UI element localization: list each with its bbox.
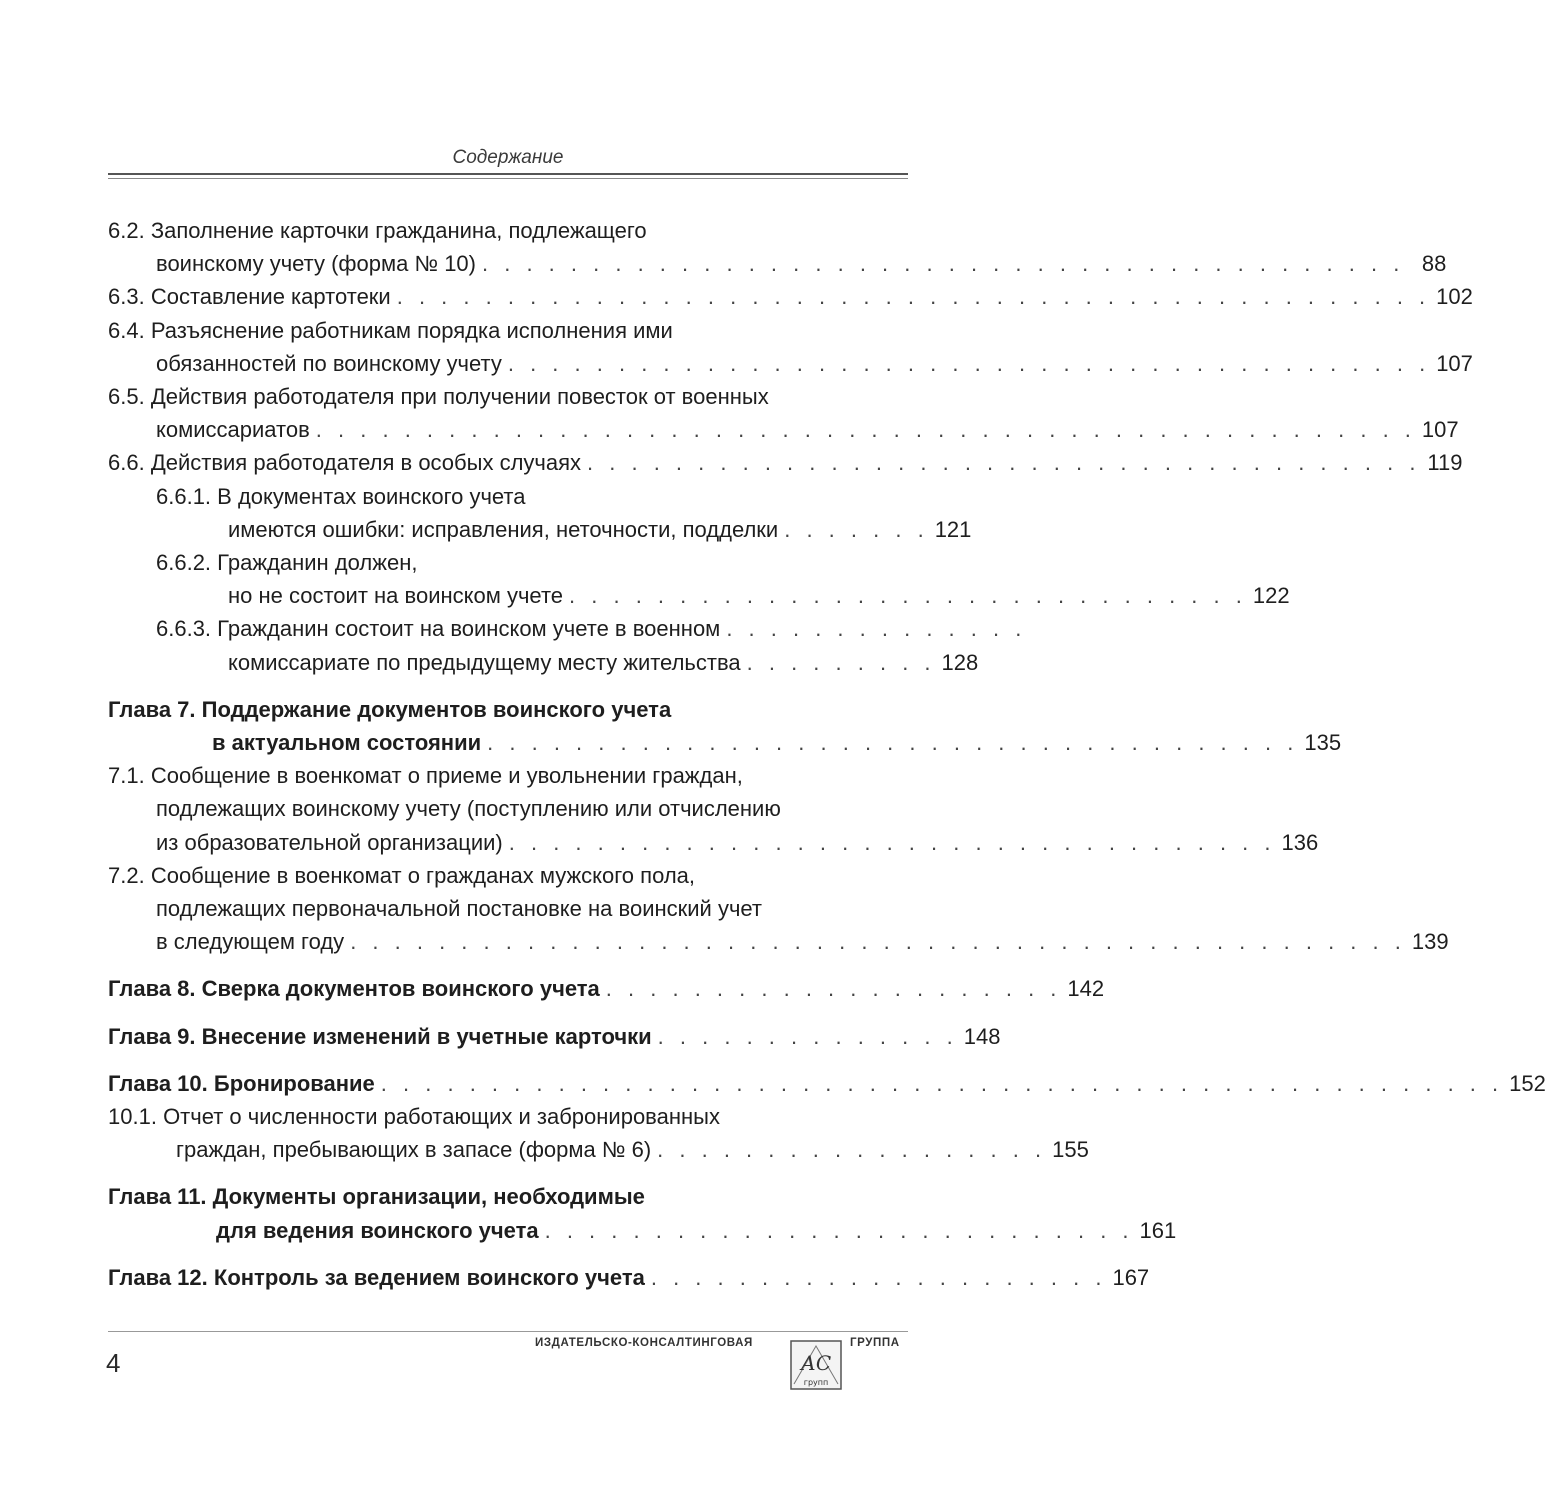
toc-entry-7-1-cont2[interactable]	[108, 826, 1319, 859]
toc-chapter-7-cont[interactable]	[108, 726, 1342, 759]
toc-page: 135	[1304, 730, 1342, 756]
toc-page: 122	[1252, 583, 1290, 609]
toc-title: имеются ошибки: исправления, неточности, подделки	[228, 516, 779, 542]
toc-entry-7-2-cont[interactable]	[108, 892, 908, 925]
toc-title: комиссариатов	[156, 417, 310, 443]
toc-title: в следующем году	[156, 929, 345, 955]
toc-title: Контроль за ведением воинского учета	[213, 1264, 645, 1290]
toc-title: Действия работодателя в особых случаях	[150, 450, 582, 476]
toc-title: Сообщение в военкомат о гражданах мужского пола,	[150, 862, 696, 888]
toc-entry-6-5[interactable]	[108, 380, 908, 413]
table-of-contents	[108, 214, 1546, 1294]
leader-dots: . . . . . . . . . . . . . . . . . . . . . . . . . . . . . . . . . . . . . . . . . .	[482, 251, 1405, 277]
toc-entry-6-6-1-cont[interactable]	[108, 513, 972, 546]
publisher-name-suffix: ГРУППА	[850, 1337, 900, 1349]
publisher-name: ИЗДАТЕЛЬСКО-КОНСАЛТИНГОВАЯ	[535, 1337, 753, 1349]
leader-dots: . . . . . . . . . . . . . . . . . . . . . . . . . . . . . . . . . . . . . . . . . . . . . . . .	[350, 929, 1406, 955]
toc-number: Глава 12.	[108, 1264, 208, 1290]
toc-entry-10-1[interactable]	[108, 1100, 908, 1133]
toc-number: 7.1.	[108, 763, 145, 789]
leader-dots: . . . . . . .	[784, 516, 929, 542]
toc-title: Документы организации, необходимые	[212, 1184, 645, 1210]
toc-title: Разъяснение работникам порядка исполнения ими	[150, 317, 673, 343]
toc-number: 7.2.	[108, 862, 145, 888]
toc-entry-6-4-cont[interactable]	[108, 347, 1473, 380]
toc-entry-7-1-cont[interactable]	[108, 792, 908, 825]
toc-title: из образовательной организации)	[156, 829, 503, 855]
toc-title: для ведения воинского учета	[216, 1217, 539, 1243]
footer-rule	[108, 1331, 908, 1332]
leader-dots: . . . . . . . . . . . . . . . . . .	[657, 1137, 1047, 1163]
toc-chapter-12[interactable]	[108, 1261, 1150, 1294]
toc-page: 139	[1411, 929, 1449, 955]
toc-title: Сверка документов воинского учета	[201, 976, 600, 1002]
leader-dots: . . . . . . . . . . . . . . . . . . . . . . . . . . . . . . . . . . . . . .	[587, 450, 1421, 476]
leader-dots: . . . . . . . . . . . . . . . . . . . . . . . . . . . . . . . . . . . . . . . . . . . . . . . . . .	[315, 417, 1416, 443]
toc-number: 6.6.2.	[156, 550, 212, 576]
toc-number: 6.6.3.	[156, 616, 212, 642]
toc-number: 6.6.1.	[156, 483, 212, 509]
toc-title: воинскому учету (форма № 10)	[156, 251, 476, 277]
toc-number: 6.2.	[108, 218, 145, 243]
toc-page: 88	[1421, 251, 1447, 277]
leader-dots: . . . . . . . . . . . . . .	[726, 616, 1027, 642]
toc-entry-6-6[interactable]	[108, 446, 1463, 479]
toc-page: 121	[934, 516, 972, 542]
toc-number: Глава 8.	[108, 976, 196, 1002]
toc-number: Глава 10.	[108, 1070, 208, 1096]
logo-subtext: групп	[803, 1378, 829, 1387]
toc-title: Составление картотеки	[150, 284, 391, 310]
toc-page: 155	[1052, 1137, 1089, 1163]
toc-page: 161	[1139, 1217, 1177, 1243]
toc-title: Внесение изменений в учетные карточки	[201, 1023, 652, 1049]
running-title: Содержание	[452, 147, 564, 168]
toc-number: 6.4.	[108, 317, 145, 343]
toc-number: Глава 9.	[108, 1023, 196, 1049]
toc-page: 107	[1421, 417, 1459, 443]
toc-page: 119	[1427, 450, 1463, 476]
toc-chapter-7[interactable]	[108, 693, 908, 726]
leader-dots: . . . . . . . . . . . . . . . . . . . . . . . . . . . . . . . . . . . . . . . . . .	[507, 350, 1431, 376]
toc-chapter-11[interactable]	[108, 1180, 908, 1213]
toc-entry-6-6-2-cont[interactable]	[108, 579, 1290, 612]
toc-number: Глава 11.	[108, 1184, 207, 1210]
toc-page: 128	[941, 649, 979, 675]
toc-page: 102	[1436, 284, 1473, 310]
leader-dots: . . . . . . . . .	[746, 649, 936, 675]
toc-entry-6-2[interactable]	[108, 214, 908, 247]
toc-title: Действия работодателя при получении повесток от военных	[150, 384, 769, 410]
toc-chapter-10[interactable]	[108, 1067, 1546, 1100]
toc-page: 142	[1067, 976, 1105, 1002]
toc-entry-7-2[interactable]	[108, 859, 908, 892]
toc-title: Бронирование	[213, 1070, 375, 1096]
leader-dots: . . . . . . . . . . . . . . . . . . . . . . . . . . .	[544, 1217, 1134, 1243]
toc-page: 152	[1509, 1070, 1546, 1096]
publisher-logo-icon	[790, 1340, 842, 1390]
leader-dots: . . . . . . . . . . . . . .	[657, 1023, 958, 1049]
toc-number: Глава 7.	[108, 696, 196, 722]
toc-entry-6-6-3-cont[interactable]	[108, 646, 979, 679]
toc-title: Гражданин состоит на воинском учете в военном	[217, 616, 721, 642]
toc-entry-6-3[interactable]	[108, 280, 1473, 313]
logo-letters: АС	[800, 1351, 832, 1375]
toc-chapter-9[interactable]	[108, 1020, 1001, 1053]
toc-entry-10-1-cont[interactable]	[108, 1133, 1089, 1166]
toc-chapter-11-cont[interactable]	[108, 1214, 1177, 1247]
toc-entry-6-4[interactable]	[108, 314, 908, 347]
page-number: 4	[106, 1348, 121, 1378]
toc-title: комиссариате по предыдущему месту жительства	[228, 649, 741, 675]
toc-chapter-8[interactable]	[108, 972, 1105, 1005]
toc-title: Гражданин должен,	[217, 550, 418, 576]
toc-title: граждан, пребывающих в запасе (форма № 6)	[176, 1137, 652, 1163]
toc-page: 107	[1436, 350, 1473, 376]
toc-number: 10.1.	[108, 1104, 157, 1130]
leader-dots: . . . . . . . . . . . . . . . . . . . . . . . . . . . . . . . . . . . . . . . . . . . . . . . . . . .	[380, 1070, 1504, 1096]
toc-number: 6.6.	[108, 450, 145, 476]
toc-title: но не состоит на воинском учете	[228, 583, 564, 609]
leader-dots: . . . . . . . . . . . . . . . . . . . . . . . . . . . . . . . . . . . . .	[487, 730, 1299, 756]
toc-entry-6-6-3[interactable]	[108, 612, 1027, 645]
toc-page: 167	[1112, 1264, 1150, 1290]
leader-dots: . . . . . . . . . . . . . . . . . . . . . . . . . . . . . . . . . . .	[508, 829, 1276, 855]
toc-title: Отчет о численности работающих и забронированных	[163, 1104, 720, 1130]
leader-dots: . . . . . . . . . . . . . . . . . . . . .	[650, 1264, 1107, 1290]
toc-title: подлежащих воинскому учету (поступлению или отчислению	[156, 796, 781, 822]
toc-title: Поддержание документов воинского учета	[201, 696, 672, 722]
toc-entry-6-2-cont[interactable]	[108, 247, 1447, 280]
toc-number: 6.5.	[108, 384, 145, 410]
toc-page: 136	[1281, 829, 1319, 855]
toc-entry-6-6-2[interactable]	[108, 546, 908, 579]
leader-dots: . . . . . . . . . . . . . . . . . . . . .	[605, 976, 1062, 1002]
toc-number: 6.3.	[108, 284, 145, 310]
toc-title: в актуальном состоянии	[212, 730, 482, 756]
toc-entry-6-6-1[interactable]	[108, 480, 908, 513]
toc-entry-6-5-cont[interactable]	[108, 413, 1459, 446]
leader-dots: . . . . . . . . . . . . . . . . . . . . . . . . . . . . . . . . . . . . . . . . . . . . . . .	[396, 284, 1431, 310]
toc-title: обязанностей по воинскому учету	[156, 350, 502, 376]
toc-title: Сообщение в военкомат о приеме и увольнении граждан,	[150, 763, 743, 789]
toc-entry-7-1[interactable]	[108, 759, 908, 792]
toc-page: 148	[963, 1023, 1001, 1049]
toc-title: Заполнение карточки гражданина, подлежащего	[150, 218, 647, 243]
toc-title: подлежащих первоначальной постановке на воинский учет	[156, 896, 762, 922]
leader-dots: . . . . . . . . . . . . . . . . . . . . . . . . . . . . . . .	[569, 583, 1247, 609]
header-rule	[108, 173, 908, 179]
toc-entry-7-2-cont2[interactable]	[108, 925, 1449, 958]
toc-title: В документах воинского учета	[217, 483, 526, 509]
